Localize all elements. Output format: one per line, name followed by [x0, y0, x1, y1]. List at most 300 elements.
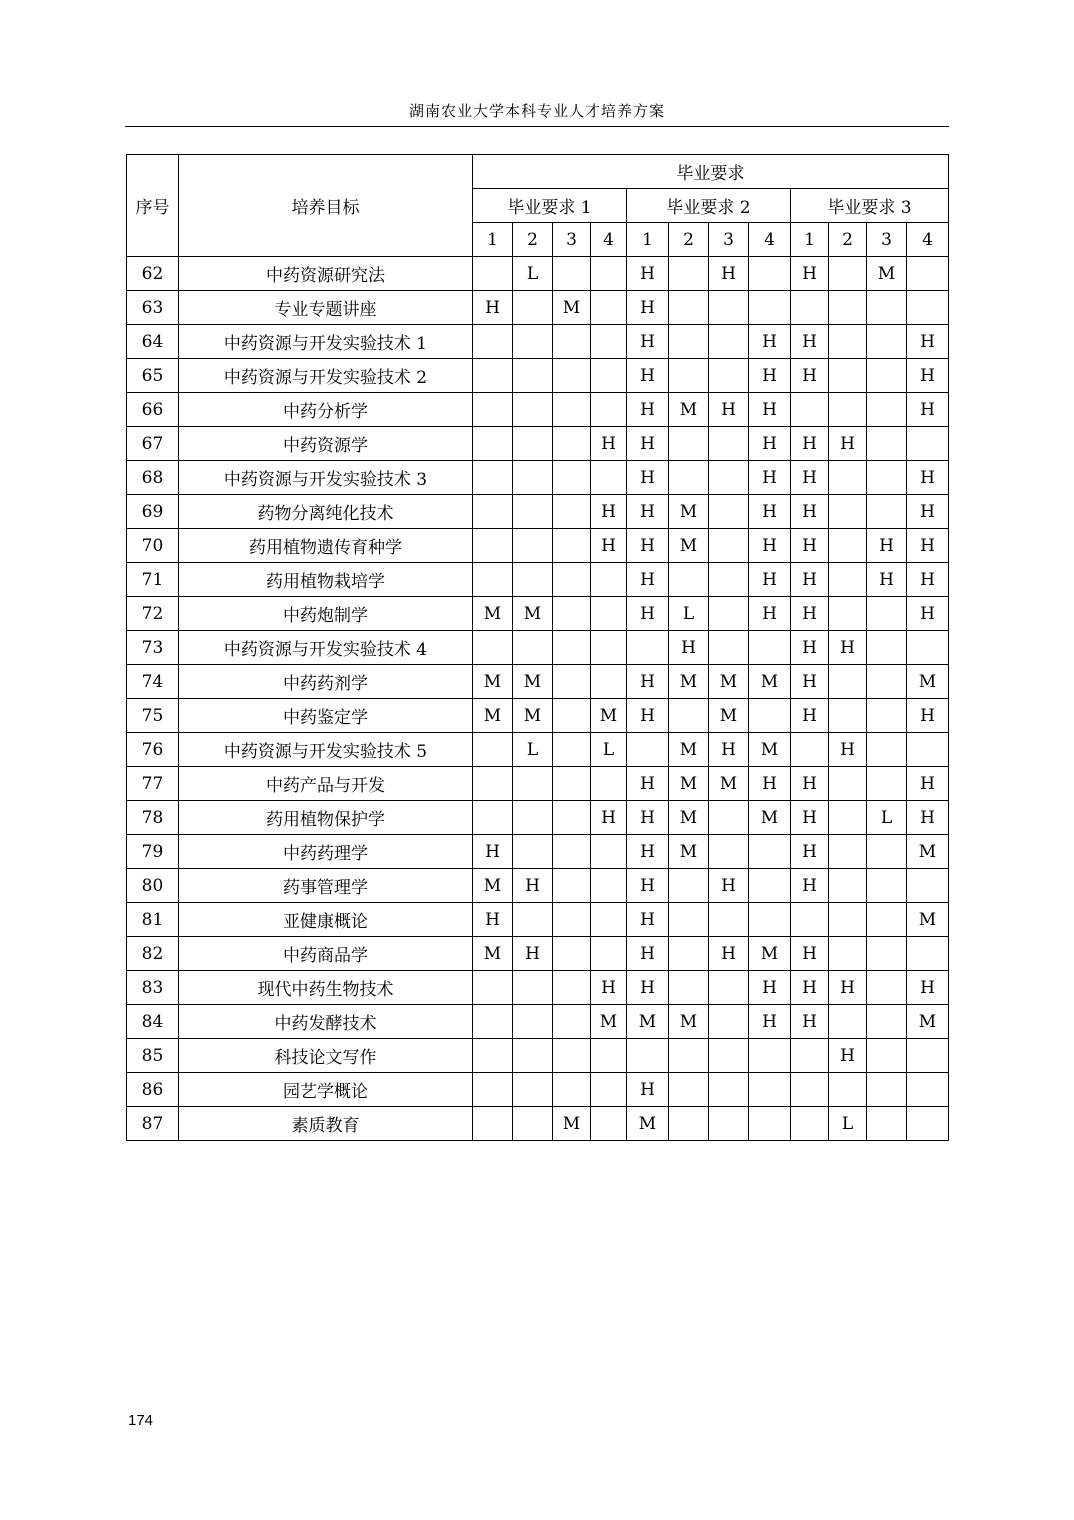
row-course-name: 中药分析学	[179, 393, 473, 427]
table-row	[127, 971, 949, 1005]
requirement-cell: H	[627, 291, 669, 325]
requirement-cell	[867, 325, 907, 359]
requirement-cell: M	[669, 393, 709, 427]
requirement-cell	[829, 665, 867, 699]
row-course-name: 中药药剂学	[179, 665, 473, 699]
requirement-cell	[669, 325, 709, 359]
table-row	[127, 869, 949, 903]
requirement-cell	[591, 325, 627, 359]
requirement-cell: H	[867, 529, 907, 563]
row-seq: 76	[127, 733, 179, 767]
requirement-cell: H	[627, 393, 669, 427]
requirement-cell: M	[669, 495, 709, 529]
requirement-cell	[553, 767, 591, 801]
row-course-name: 中药资源与开发实验技术 2	[179, 359, 473, 393]
requirement-cell	[907, 937, 949, 971]
requirement-cell	[553, 563, 591, 597]
requirement-cell	[591, 903, 627, 937]
requirement-cell	[829, 495, 867, 529]
requirement-cell: H	[709, 869, 749, 903]
requirement-cell	[513, 1073, 553, 1107]
requirement-cell	[791, 291, 829, 325]
requirement-cell: H	[791, 563, 829, 597]
requirement-cell	[473, 1107, 513, 1141]
requirement-cell: M	[907, 665, 949, 699]
requirement-cell	[709, 359, 749, 393]
requirement-cell	[513, 903, 553, 937]
requirement-cell: H	[829, 631, 867, 665]
table-row	[127, 393, 949, 427]
requirement-cell	[513, 1039, 553, 1073]
requirement-cell	[907, 733, 949, 767]
requirement-cell	[669, 699, 709, 733]
requirement-cell: M	[591, 1005, 627, 1039]
requirement-cell	[907, 631, 949, 665]
requirement-cell	[553, 427, 591, 461]
sub-header-cell: 4	[591, 223, 627, 257]
requirement-cell	[709, 903, 749, 937]
requirement-cell: H	[791, 767, 829, 801]
requirement-cell: M	[669, 767, 709, 801]
requirement-cell: H	[749, 393, 791, 427]
requirement-cell: H	[907, 393, 949, 427]
requirement-cell	[591, 563, 627, 597]
row-seq: 66	[127, 393, 179, 427]
requirement-cell	[513, 631, 553, 665]
requirement-cell: M	[591, 699, 627, 733]
requirement-cell	[553, 801, 591, 835]
requirement-cell: H	[791, 427, 829, 461]
requirement-cell: H	[749, 1005, 791, 1039]
requirement-cell: H	[473, 291, 513, 325]
row-seq: 62	[127, 257, 179, 291]
requirement-cell	[669, 1039, 709, 1073]
requirement-cell	[591, 597, 627, 631]
requirement-cell	[867, 665, 907, 699]
requirement-cell	[473, 427, 513, 461]
requirement-cell: H	[867, 563, 907, 597]
requirement-cell	[553, 461, 591, 495]
requirement-cell: H	[627, 1073, 669, 1107]
sub-header-cell: 2	[513, 223, 553, 257]
row-seq: 70	[127, 529, 179, 563]
requirement-cell: H	[627, 563, 669, 597]
requirement-cell	[829, 767, 867, 801]
requirement-cell: M	[907, 903, 949, 937]
row-seq: 81	[127, 903, 179, 937]
requirement-cell	[553, 971, 591, 1005]
requirement-cell: H	[513, 937, 553, 971]
table-row	[127, 1005, 949, 1039]
requirement-cell	[907, 1073, 949, 1107]
row-seq: 69	[127, 495, 179, 529]
requirement-cell	[627, 1039, 669, 1073]
requirement-cell: H	[907, 971, 949, 1005]
requirement-cell: H	[709, 937, 749, 971]
sub-header-cell: 3	[867, 223, 907, 257]
requirement-cell	[829, 801, 867, 835]
requirement-cell: M	[709, 665, 749, 699]
requirement-cell	[867, 291, 907, 325]
requirement-cell	[791, 393, 829, 427]
requirement-cell: H	[791, 937, 829, 971]
requirement-cell	[669, 563, 709, 597]
requirement-cell: M	[669, 801, 709, 835]
requirement-cell	[473, 529, 513, 563]
requirement-cell: L	[867, 801, 907, 835]
requirement-cell	[553, 325, 591, 359]
requirement-cell	[627, 631, 669, 665]
requirement-cell: L	[829, 1107, 867, 1141]
requirement-cell	[867, 733, 907, 767]
requirement-cell	[791, 1039, 829, 1073]
requirement-cell	[709, 1039, 749, 1073]
requirement-cell	[749, 869, 791, 903]
row-course-name: 中药资源与开发实验技术 3	[179, 461, 473, 495]
requirement-cell: M	[473, 597, 513, 631]
requirement-cell: H	[749, 529, 791, 563]
requirement-cell	[791, 903, 829, 937]
row-seq: 72	[127, 597, 179, 631]
table-row	[127, 903, 949, 937]
requirement-cell	[473, 767, 513, 801]
row-seq: 77	[127, 767, 179, 801]
requirement-cell	[829, 257, 867, 291]
requirement-cell	[867, 359, 907, 393]
requirement-cell	[473, 1039, 513, 1073]
requirement-cell	[791, 1073, 829, 1107]
requirement-cell	[867, 835, 907, 869]
requirement-cell	[513, 291, 553, 325]
requirement-cell	[591, 461, 627, 495]
requirement-cell: M	[749, 801, 791, 835]
requirement-cell: H	[907, 359, 949, 393]
requirement-cell: H	[829, 1039, 867, 1073]
requirement-cell	[829, 597, 867, 631]
row-seq: 74	[127, 665, 179, 699]
requirement-cell	[513, 563, 553, 597]
requirement-cell: H	[791, 495, 829, 529]
row-course-name: 中药资源与开发实验技术 4	[179, 631, 473, 665]
row-seq: 83	[127, 971, 179, 1005]
requirement-cell: H	[749, 427, 791, 461]
requirement-cell	[749, 1073, 791, 1107]
requirement-cell	[513, 393, 553, 427]
requirement-cell	[867, 903, 907, 937]
header-group-2: 毕业要求 2	[627, 189, 791, 223]
requirement-cell	[473, 563, 513, 597]
table-row	[127, 1107, 949, 1141]
requirement-cell	[709, 971, 749, 1005]
row-seq: 75	[127, 699, 179, 733]
requirement-cell	[749, 291, 791, 325]
requirement-cell: M	[907, 1005, 949, 1039]
requirement-cell	[867, 393, 907, 427]
row-course-name: 中药资源研究法	[179, 257, 473, 291]
row-course-name: 药用植物栽培学	[179, 563, 473, 597]
requirement-cell: H	[709, 257, 749, 291]
requirement-cell: H	[627, 699, 669, 733]
requirement-cell	[473, 461, 513, 495]
requirement-cell: H	[907, 461, 949, 495]
requirement-cell	[829, 359, 867, 393]
header-group-3: 毕业要求 3	[791, 189, 949, 223]
requirement-cell: H	[669, 631, 709, 665]
requirement-cell: H	[907, 699, 949, 733]
requirement-cell: H	[591, 801, 627, 835]
row-seq: 63	[127, 291, 179, 325]
requirement-cell: M	[513, 597, 553, 631]
row-course-name: 药事管理学	[179, 869, 473, 903]
header-requirements: 毕业要求	[473, 155, 949, 189]
table-row	[127, 291, 949, 325]
requirement-cell	[867, 1039, 907, 1073]
requirement-cell: H	[627, 971, 669, 1005]
requirement-cell	[591, 291, 627, 325]
requirement-cell: H	[749, 597, 791, 631]
sub-header-cell: 4	[907, 223, 949, 257]
requirement-cell	[473, 1005, 513, 1039]
row-course-name: 药用植物保护学	[179, 801, 473, 835]
requirement-cell	[513, 495, 553, 529]
graduation-requirements-matrix	[126, 154, 949, 1141]
requirement-cell	[473, 733, 513, 767]
requirement-cell: M	[669, 529, 709, 563]
requirement-cell: H	[627, 835, 669, 869]
requirement-cell	[867, 699, 907, 733]
requirement-cell: H	[627, 325, 669, 359]
requirement-cell	[791, 1107, 829, 1141]
requirement-cell	[867, 1005, 907, 1039]
requirement-cell: H	[627, 903, 669, 937]
requirement-cell	[829, 835, 867, 869]
requirement-cell: M	[669, 733, 709, 767]
requirement-cell	[627, 733, 669, 767]
requirement-cell: H	[627, 359, 669, 393]
sub-header-cell: 1	[627, 223, 669, 257]
requirement-cell	[513, 1005, 553, 1039]
requirement-cell	[709, 325, 749, 359]
requirement-cell	[669, 461, 709, 495]
requirement-cell: H	[627, 461, 669, 495]
requirement-cell	[669, 291, 709, 325]
requirement-cell: M	[473, 699, 513, 733]
requirement-cell	[709, 427, 749, 461]
sub-header-cell: 4	[749, 223, 791, 257]
requirement-cell	[829, 393, 867, 427]
sub-header-cell: 1	[473, 223, 513, 257]
row-seq: 78	[127, 801, 179, 835]
requirement-cell: H	[829, 971, 867, 1005]
table-row	[127, 937, 949, 971]
requirement-cell	[749, 699, 791, 733]
requirement-cell: M	[513, 665, 553, 699]
sub-header-cell: 1	[791, 223, 829, 257]
requirement-cell: H	[627, 937, 669, 971]
requirement-cell	[867, 495, 907, 529]
requirement-cell	[709, 1107, 749, 1141]
requirement-cell: H	[749, 325, 791, 359]
requirement-cell	[553, 495, 591, 529]
requirement-cell	[513, 461, 553, 495]
requirement-cell	[829, 869, 867, 903]
requirement-cell	[669, 1107, 709, 1141]
requirement-cell: M	[907, 835, 949, 869]
requirement-cell: H	[791, 665, 829, 699]
table-row	[127, 835, 949, 869]
row-seq: 68	[127, 461, 179, 495]
requirement-cell: H	[907, 597, 949, 631]
requirement-cell	[907, 869, 949, 903]
page-number: 174	[128, 1412, 154, 1429]
requirement-cell	[513, 835, 553, 869]
requirement-cell: H	[709, 733, 749, 767]
requirement-cell	[553, 257, 591, 291]
requirement-cell: H	[627, 427, 669, 461]
requirement-cell	[591, 1107, 627, 1141]
row-course-name: 药物分离纯化技术	[179, 495, 473, 529]
requirement-cell	[709, 835, 749, 869]
row-seq: 65	[127, 359, 179, 393]
requirement-cell	[513, 801, 553, 835]
row-seq: 71	[127, 563, 179, 597]
requirement-cell	[867, 1073, 907, 1107]
requirement-cell	[473, 359, 513, 393]
requirement-cell: M	[553, 1107, 591, 1141]
requirement-cell	[709, 495, 749, 529]
row-course-name: 中药商品学	[179, 937, 473, 971]
requirement-cell: H	[791, 461, 829, 495]
requirement-cell	[669, 869, 709, 903]
requirement-cell	[867, 597, 907, 631]
requirement-cell: H	[907, 325, 949, 359]
requirement-cell	[867, 937, 907, 971]
row-course-name: 中药资源与开发实验技术 1	[179, 325, 473, 359]
requirement-cell	[591, 665, 627, 699]
requirement-cell	[829, 699, 867, 733]
row-seq: 73	[127, 631, 179, 665]
requirement-cell	[709, 563, 749, 597]
requirement-cell	[553, 937, 591, 971]
requirement-cell	[591, 393, 627, 427]
requirement-cell	[907, 1039, 949, 1073]
requirement-cell	[709, 597, 749, 631]
requirement-cell	[591, 835, 627, 869]
requirement-cell	[829, 1005, 867, 1039]
requirement-cell: M	[473, 937, 513, 971]
row-seq: 85	[127, 1039, 179, 1073]
requirement-cell: H	[627, 529, 669, 563]
row-seq: 87	[127, 1107, 179, 1141]
row-seq: 64	[127, 325, 179, 359]
requirement-cell	[867, 631, 907, 665]
requirement-cell	[513, 325, 553, 359]
requirement-cell	[553, 733, 591, 767]
requirement-cell	[553, 1005, 591, 1039]
row-seq: 82	[127, 937, 179, 971]
requirement-cell: H	[591, 529, 627, 563]
requirement-cell	[749, 903, 791, 937]
requirement-cell	[829, 291, 867, 325]
requirement-cell	[473, 971, 513, 1005]
requirement-cell: H	[749, 495, 791, 529]
requirement-cell	[513, 427, 553, 461]
row-course-name: 中药产品与开发	[179, 767, 473, 801]
requirement-cell: H	[907, 801, 949, 835]
requirement-cell	[709, 1073, 749, 1107]
table-row	[127, 699, 949, 733]
requirement-cell	[591, 359, 627, 393]
row-course-name: 素质教育	[179, 1107, 473, 1141]
requirement-cell: H	[591, 971, 627, 1005]
requirement-cell: M	[709, 767, 749, 801]
row-course-name: 园艺学概论	[179, 1073, 473, 1107]
requirement-cell: M	[749, 733, 791, 767]
requirement-cell	[553, 359, 591, 393]
header-goal: 培养目标	[179, 155, 473, 257]
requirement-cell: H	[829, 733, 867, 767]
requirement-cell	[829, 1073, 867, 1107]
requirement-cell	[591, 767, 627, 801]
requirement-cell: H	[749, 563, 791, 597]
table-row	[127, 257, 949, 291]
requirement-cell	[473, 631, 513, 665]
requirement-cell: H	[627, 495, 669, 529]
requirement-cell	[709, 631, 749, 665]
requirement-cell: L	[591, 733, 627, 767]
requirement-cell: H	[627, 257, 669, 291]
requirement-cell	[749, 257, 791, 291]
requirement-cell	[553, 631, 591, 665]
requirement-cell	[553, 699, 591, 733]
requirement-cell	[907, 257, 949, 291]
row-course-name: 亚健康概论	[179, 903, 473, 937]
requirement-cell	[591, 937, 627, 971]
requirement-cell	[749, 631, 791, 665]
requirement-cell: M	[749, 665, 791, 699]
table-row	[127, 427, 949, 461]
requirement-cell	[669, 427, 709, 461]
requirement-cell: H	[791, 257, 829, 291]
requirement-cell: H	[627, 869, 669, 903]
requirement-cell: M	[473, 869, 513, 903]
requirement-cell	[867, 869, 907, 903]
requirement-cell	[669, 903, 709, 937]
table-row	[127, 461, 949, 495]
table-row	[127, 1073, 949, 1107]
requirement-cell: M	[553, 291, 591, 325]
requirement-cell: H	[791, 801, 829, 835]
requirement-cell: M	[669, 1005, 709, 1039]
requirement-cell	[513, 359, 553, 393]
table-body	[127, 257, 949, 1141]
requirement-cell: H	[829, 427, 867, 461]
table-row	[127, 325, 949, 359]
requirement-cell	[669, 1073, 709, 1107]
requirement-cell: H	[627, 665, 669, 699]
requirement-cell: H	[473, 903, 513, 937]
requirement-cell: H	[749, 767, 791, 801]
row-course-name: 现代中药生物技术	[179, 971, 473, 1005]
requirement-cell: M	[709, 699, 749, 733]
requirement-cell: H	[749, 461, 791, 495]
header-seq: 序号	[127, 155, 179, 257]
requirement-cell: M	[669, 835, 709, 869]
requirement-cell	[867, 1107, 907, 1141]
table-row	[127, 495, 949, 529]
requirement-cell	[867, 971, 907, 1005]
table-row	[127, 665, 949, 699]
